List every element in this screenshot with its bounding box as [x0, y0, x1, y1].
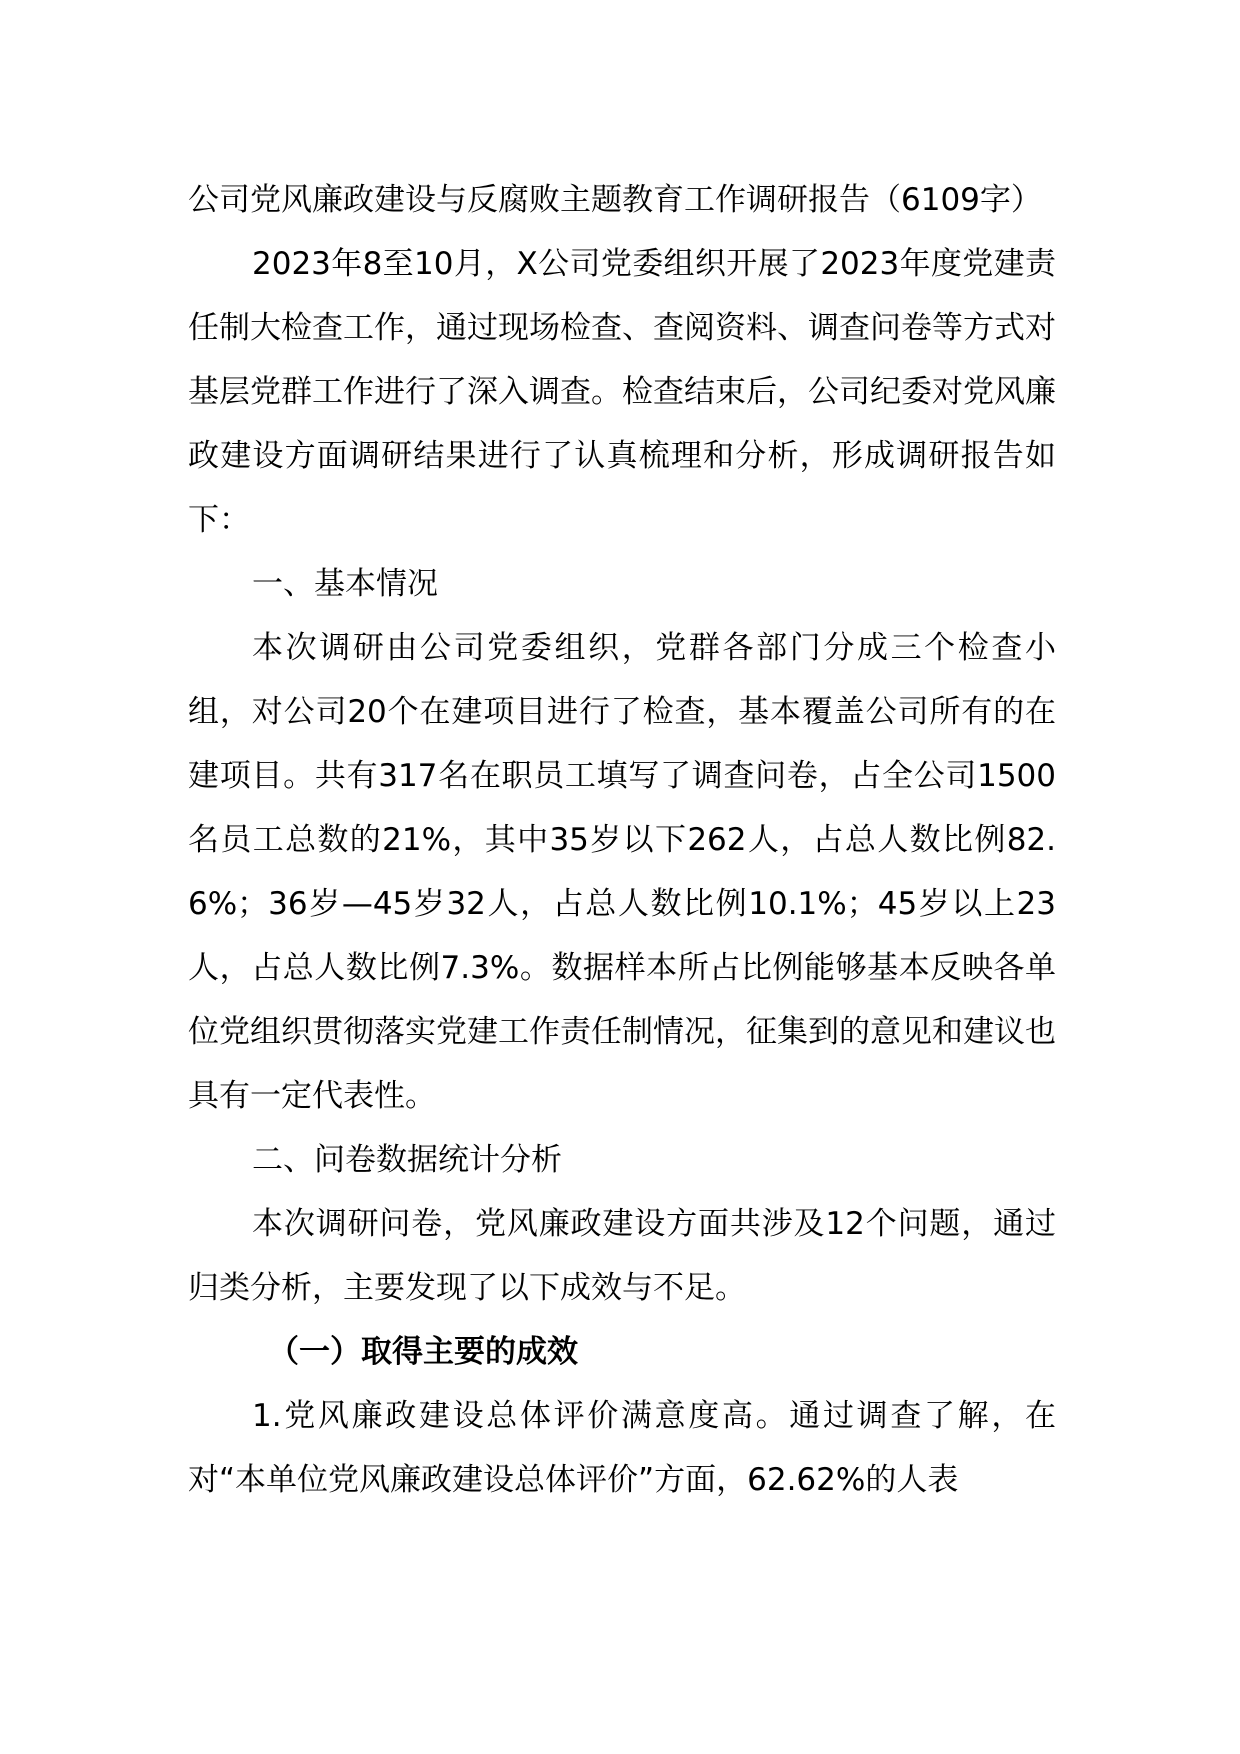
section-heading-survey-analysis: 二、问卷数据统计分析	[252, 1142, 562, 1178]
section-heading-basic-situation: 一、基本情况	[252, 566, 438, 602]
document-title: 公司党风廉政建设与反腐败主题教育工作调研报告（6109字）	[188, 182, 1042, 218]
document-body	[188, 168, 1056, 1512]
survey-analysis-paragraph: 本次调研问卷，党风廉政建设方面共涉及12个问题，通过归类分析，主要发现了以下成效与不足。	[188, 1206, 1056, 1306]
intro-paragraph: 2023年8至10月，X公司党委组织开展了2023年度党建责任制大检查工作，通过现场检查、查阅资料、调查问卷等方式对基层党群工作进行了深入调查。检查结束后，公司纪委对党风廉政建设方面调研结果进行了认真梳理和分析，形成调研报告如下：	[188, 246, 1056, 538]
subsection-heading-achievements: （一）取得主要的成效	[268, 1334, 578, 1370]
achievement-item-1-paragraph: 1.党风廉政建设总体评价满意度高。通过调查了解，在对“本单位党风廉政建设总体评价”方面，62.62%的人表	[188, 1398, 1056, 1498]
basic-situation-paragraph: 本次调研由公司党委组织，党群各部门分成三个检查小组，对公司20个在建项目进行了检查，基本覆盖公司所有的在建项目。共有317名在职员工填写了调查问卷，占全公司1500名员工总数的21%，其中35岁以下262人，占总人数比例82.6%；36岁—45岁32人，占总人数比例10.1%；45岁以上23人，占总人数比例7.3%。数据样本所占比例能够基本反映各单位党组织贯彻落实党建工作责任制情况，征集到的意见和建议也具有一定代表性。	[188, 630, 1056, 1114]
